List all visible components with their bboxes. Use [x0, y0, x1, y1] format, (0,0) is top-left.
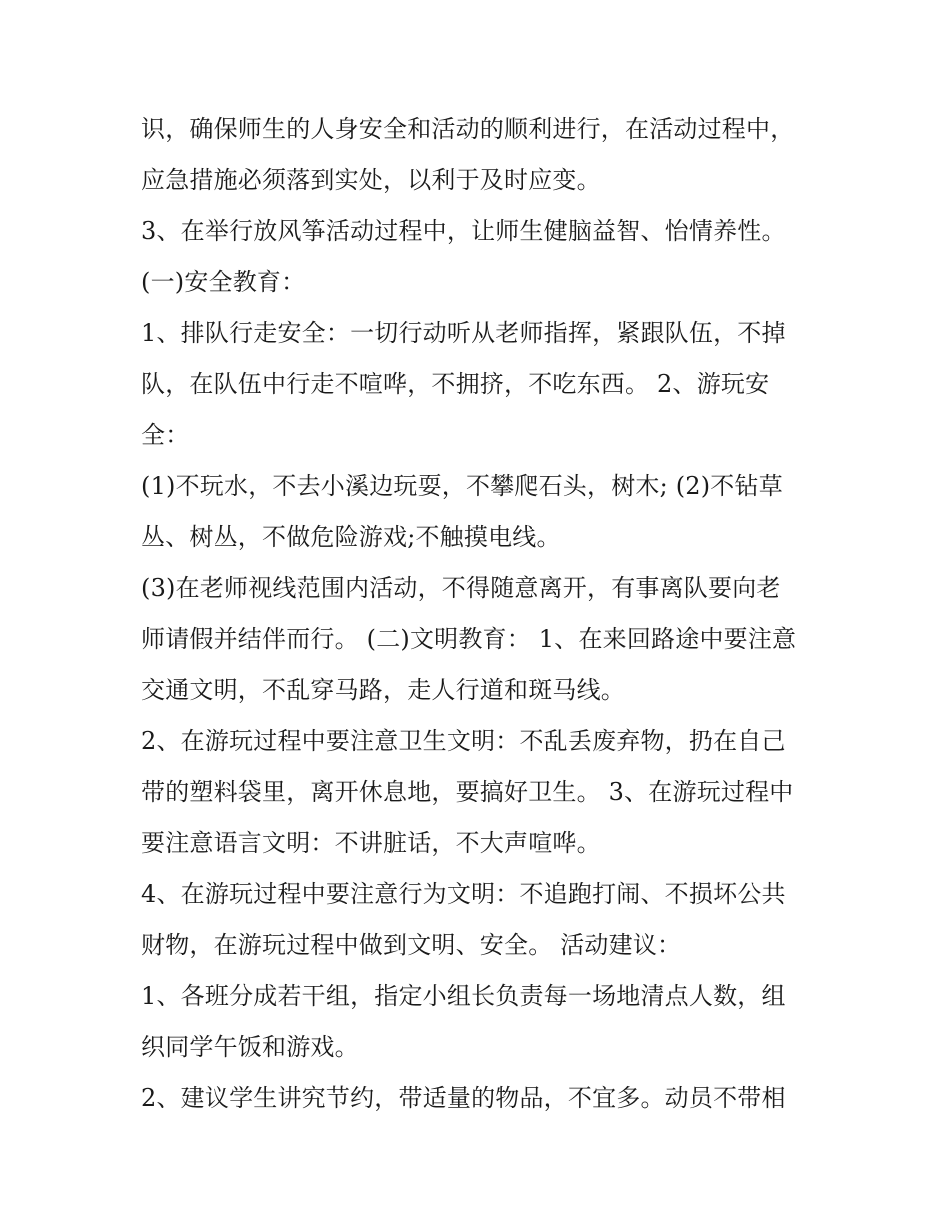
- text-line: 财物，在游玩过程中做到文明、安全。 活动建议：: [141, 931, 682, 959]
- text-line: 1、各班分成若干组，指定小组长负责每一场地清点人数，组: [141, 982, 786, 1010]
- text-line: 4、在游玩过程中要注意行为文明：不追跑打闹、不损坏公共: [141, 880, 786, 908]
- text-line: (3)在老师视线范围内活动，不得随意离开，有事离队要向老: [141, 574, 781, 602]
- text-line: 2、建议学生讲究节约，带适量的物品，不宜多。动员不带相: [141, 1084, 786, 1112]
- text-line: 织同学午饭和游戏。: [141, 1033, 359, 1061]
- text-line: 队，在队伍中行走不喧哗，不拥挤，不吃东西。 2、游玩安: [141, 370, 770, 398]
- text-line: 全：: [141, 421, 190, 449]
- text-line: (1)不玩水，不去小溪边玩耍，不攀爬石头，树木; (2)不钻草: [141, 472, 783, 500]
- text-line: 带的塑料袋里，离开休息地，要搞好卫生。 3、在游玩过程中: [141, 778, 794, 806]
- text-line: 2、在游玩过程中要注意卫生文明：不乱丢废弃物，扔在自己: [141, 727, 786, 755]
- section-heading-safety: (一)安全教育：: [141, 268, 306, 296]
- text-line: 交通文明，不乱穿马路，走人行道和斑马线。: [141, 676, 625, 704]
- text-line: 师请假并结伴而行。 (二)文明教育： 1、在来回路途中要注意: [141, 625, 797, 653]
- text-line: 要注意语言文明：不讲脏话，不大声喧哗。: [141, 829, 601, 857]
- text-line: 识，确保师生的人身安全和活动的顺利进行，在活动过程中，: [141, 115, 795, 143]
- text-line: 丛、树丛，不做危险游戏;不触摸电线。: [141, 523, 561, 551]
- text-line: 1、排队行走安全：一切行动听从老师指挥，紧跟队伍，不掉: [141, 319, 786, 347]
- text-line: 应急措施必须落到实处，以利于及时应变。: [141, 166, 601, 194]
- text-line: 3、在举行放风筝活动过程中，让师生健脑益智、怡情养性。: [141, 217, 786, 245]
- document-page: [141, 104, 821, 1124]
